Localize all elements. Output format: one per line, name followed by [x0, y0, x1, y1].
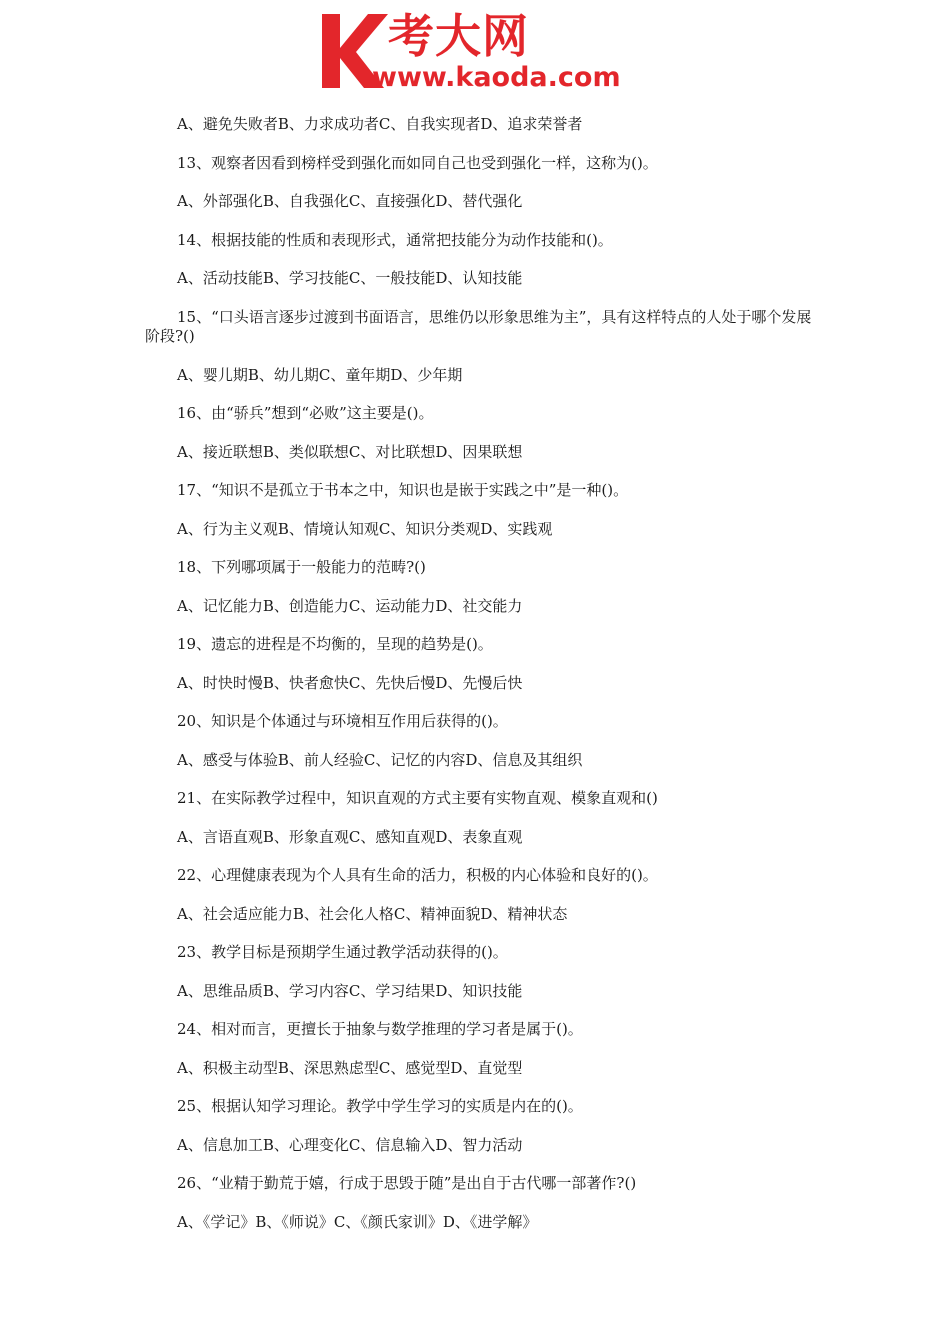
- kaoda-logo: [318, 8, 648, 94]
- option-line: A、接近联想B、类似联想C、对比联想D、因果联想: [177, 442, 523, 461]
- question-18: 18、下列哪项属于一般能力的范畴?(): [177, 558, 426, 576]
- option-line: A、记忆能力B、创造能力C、运动能力D、社交能力: [177, 596, 523, 615]
- option-line: A、信息加工B、心理变化C、信息输入D、智力活动: [177, 1135, 523, 1154]
- question-13: 13、观察者因看到榜样受到强化而如同自己也受到强化一样，这称为()。: [177, 153, 658, 172]
- option-line: A、行为主义观B、情境认知观C、知识分类观D、实践观: [177, 519, 553, 538]
- option-line: A、感受与体验B、前人经验C、记忆的内容D、信息及其组织: [177, 750, 583, 769]
- question-21: 21、在实际教学过程中，知识直观的方式主要有实物直观、模象直观和(): [177, 789, 658, 807]
- question-14: 14、根据技能的性质和表现形式，通常把技能分为动作技能和()。: [177, 230, 613, 249]
- option-line: A、时快时慢B、快者愈快C、先快后慢D、先慢后快: [177, 673, 523, 692]
- question-22: 22、心理健康表现为个人具有生命的活力，积极的内心体验和良好的()。: [177, 866, 658, 884]
- option-line: A、外部强化B、自我强化C、直接强化D、替代强化: [177, 192, 523, 210]
- question-19: 19、遗忘的进程是不均衡的，呈现的趋势是()。: [177, 635, 493, 653]
- option-line: A、婴儿期B、幼儿期C、童年期D、少年期: [177, 365, 463, 384]
- option-line: A、避免失败者B、力求成功者C、自我实现者D、追求荣誉者: [177, 115, 583, 133]
- question-16: 16、由“骄兵”想到“必败”这主要是()。: [177, 404, 434, 422]
- logo-chinese-text: 考大网: [388, 9, 529, 63]
- question-23: 23、教学目标是预期学生通过教学活动获得的()。: [177, 943, 508, 961]
- question-17: 17、“知识不是孤立于书本之中，知识也是嵌于实践之中”是一种()。: [177, 481, 629, 499]
- option-line: A、思维品质B、学习内容C、学习结果D、知识技能: [177, 981, 523, 1000]
- option-line: A、《学记》B、《师说》C、《颜氏家训》D、《进学解》: [177, 1212, 538, 1231]
- question-15: 15、“口头语言逐步过渡到书面语言，思维仍以形象思维为主”，具有这样特点的人处于哪个发展阶段?(): [145, 307, 812, 345]
- option-line: A、积极主动型B、深思熟虑型C、感觉型D、直觉型: [177, 1058, 523, 1077]
- logo-url-text: www.kaoda.com: [372, 62, 621, 93]
- option-line: A、活动技能B、学习技能C、一般技能D、认知技能: [177, 269, 523, 287]
- question-20: 20、知识是个体通过与环境相互作用后获得的()。: [177, 712, 508, 730]
- option-line: A、言语直观B、形象直观C、感知直观D、表象直观: [177, 827, 523, 846]
- question-26: 26、“业精于勤荒于嬉，行成于思毁于随”是出自于古代哪一部著作?(): [177, 1174, 637, 1192]
- option-line: A、社会适应能力B、社会化人格C、精神面貌D、精神状态: [177, 904, 568, 923]
- question-25: 25、根据认知学习理论。教学中学生学习的实质是内在的()。: [177, 1097, 583, 1115]
- question-list: [145, 115, 815, 1232]
- question-24: 24、相对而言，更擅长于抽象与数学推理的学习者是属于()。: [177, 1020, 583, 1038]
